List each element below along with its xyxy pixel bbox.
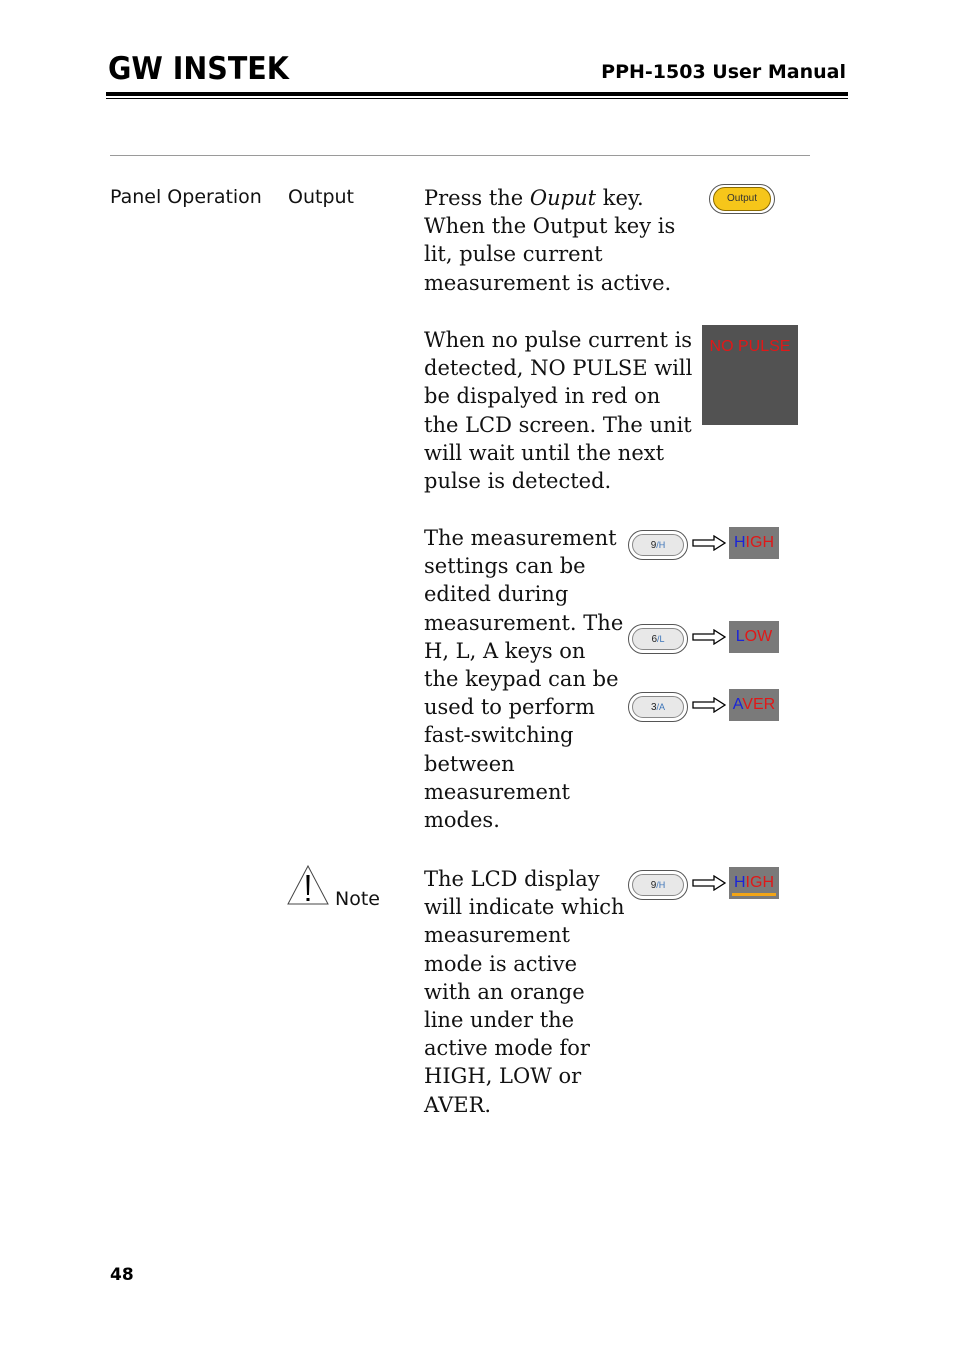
output-key-image	[709, 184, 775, 214]
lcd-mode-low: LOW	[729, 621, 779, 653]
note-key-9-h-image	[628, 870, 688, 900]
right-arrow-icon	[692, 875, 726, 891]
note-label: Note	[335, 888, 380, 910]
key-label: 3/A	[632, 696, 684, 718]
panel-operation-label: Panel Operation	[110, 186, 262, 208]
right-arrow-icon	[692, 535, 726, 551]
key-9-h-image	[628, 530, 688, 560]
key-label: 9/H	[632, 874, 684, 896]
lcd-mode-high: HIGH	[729, 527, 779, 559]
page-number: 48	[110, 1265, 134, 1285]
header-rule-thick	[106, 92, 848, 96]
paragraph-no-pulse: When no pulse current is detected, NO PULSE will be dispalyed in red on the LCD screen. The unit will wait until the next pulse is detected.	[424, 328, 693, 494]
lcd-no-pulse-screen	[702, 325, 798, 425]
p1-italic-key: Ouput	[529, 186, 597, 210]
key-label: 9/H	[632, 534, 684, 556]
warning-triangle-icon	[286, 864, 330, 906]
section-divider	[110, 155, 810, 156]
p1-pre-text: Press the	[424, 186, 530, 210]
lcd-mode-high-active: HIGH	[729, 867, 779, 899]
paragraph-output-key	[424, 184, 686, 297]
output-label: Output	[288, 186, 354, 208]
paragraph-mode-keys: The measurement settings can be edited during measurement. The H, L, A keys on the keypad can be used to perform fast-switching between measurement modes.	[424, 526, 624, 833]
active-mode-underline	[732, 893, 776, 896]
brand-logo: GW INSTEK	[108, 51, 289, 87]
right-arrow-icon	[692, 629, 726, 645]
key-label: 6/L	[632, 628, 684, 650]
paragraph-note: The LCD display will indicate which measurement mode is active with an orange line under the active mode for HIGH, LOW or AVER.	[424, 867, 625, 1117]
key-6-l-image	[628, 624, 688, 654]
lcd-mode-aver: AVER	[729, 689, 779, 721]
right-arrow-icon	[692, 697, 726, 713]
header-rule-thin	[106, 98, 848, 99]
p1-post-text: key. When the Output key is lit, pulse current measurement is active.	[424, 186, 676, 295]
manual-title: PPH-1503 User Manual	[601, 61, 846, 83]
output-key-label: Output	[713, 187, 771, 211]
key-3-a-image	[628, 692, 688, 722]
lcd-no-pulse-text: NO PULSE	[709, 338, 791, 355]
